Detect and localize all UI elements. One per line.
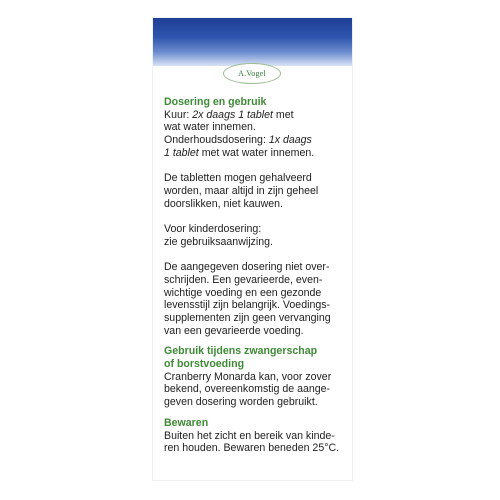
kuur-line-1 (164, 109, 346, 122)
halve-line: De tabletten mogen gehalveerd (164, 172, 312, 185)
onderhoud-dose-2: 1 tablet (164, 146, 199, 159)
onderhoud-label: Onderhoudsdosering: (164, 134, 269, 147)
heading-pregnancy: Gebruik tijdens zwangerschap (164, 345, 318, 358)
onderhoud-rest: met wat water innemen. (198, 146, 315, 159)
heading-dosage: Dosering en gebruik (164, 96, 267, 108)
warning-line: van een gevarieerde voeding. (164, 324, 304, 337)
warning-line: De aangegeven dosering niet over- (164, 261, 330, 274)
pregnancy-line: bekend, overeenkomstig de aange- (164, 383, 331, 396)
halve-line: worden, maar altijd in zijn geheel (164, 184, 319, 197)
pregnancy-line: geven dosering worden gebruikt. (164, 396, 318, 409)
logo-text: A.Vogel (238, 69, 266, 78)
storage-line: Buiten het zicht en bereik van kinde- (164, 429, 335, 442)
onderhoud-line-2 (164, 147, 346, 160)
onderhoud-line-1 (164, 134, 346, 147)
warning-line: schrijden. Een gevarieerde, even- (164, 273, 323, 286)
kuur-dose: 2x daags 1 tablet (192, 108, 273, 121)
kuur-label: Kuur: (164, 108, 193, 121)
label-text (164, 96, 346, 455)
package-blue-header (153, 18, 352, 66)
storage-line: ren houden. Bewaren beneden 25°C. (164, 442, 340, 455)
package-side-panel (153, 18, 352, 480)
pregnancy-line: Cranberry Monarda kan, voor zover (164, 370, 332, 383)
onderhoud-dose: 1x daags (268, 134, 312, 147)
warning-line: levensstijl zijn belangrijk. Voedings- (164, 299, 331, 312)
kuur-rest: met (272, 108, 294, 121)
avogel-logo (223, 63, 281, 84)
heading-storage: Bewaren (164, 416, 209, 429)
halve-line: doorslikken, niet kauwen. (164, 197, 283, 210)
kuur-line-2: wat water innemen. (164, 121, 256, 134)
warning-line: supplementen zijn geen vervanging (164, 311, 331, 324)
warning-line: wichtige voeding en een gezonde (164, 286, 322, 299)
kinder-line: zie gebruiksaanwijzing. (164, 235, 273, 248)
kinder-line: Voor kinderdosering: (164, 223, 262, 235)
heading-pregnancy-2: of borstvoeding (164, 358, 245, 371)
